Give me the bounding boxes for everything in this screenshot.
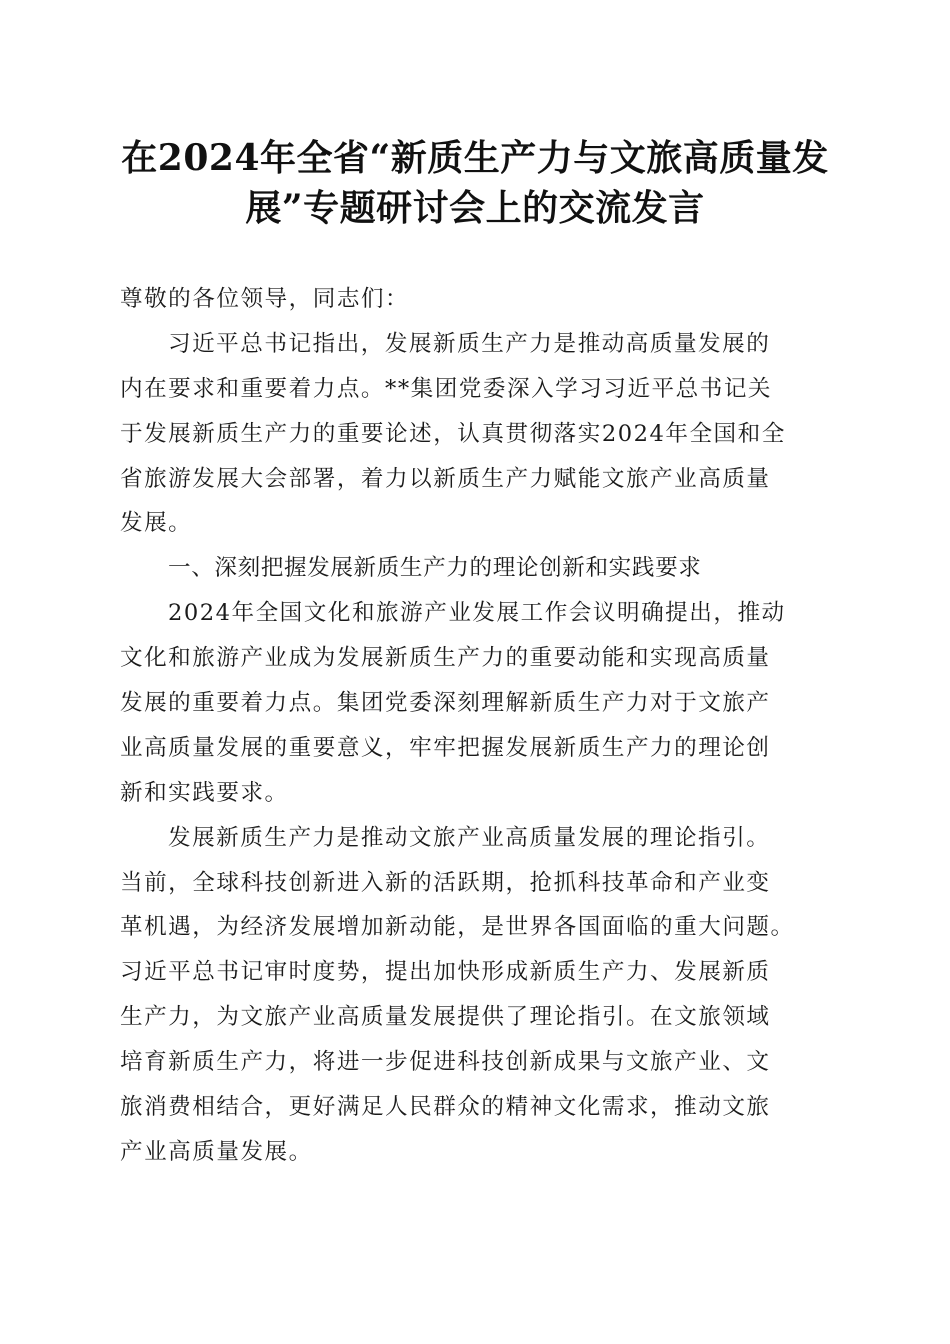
paragraph-3-line: 培育新质生产力，将进一步促进科技创新成果与文旅产业、文 — [120, 1049, 771, 1076]
paragraph-3-line: 产业高质量发展。 — [120, 1138, 313, 1165]
salutation: 尊敬的各位领导，同志们： — [120, 286, 410, 312]
paragraph-3-line: 旅消费相结合，更好满足人民群众的精神文化需求，推动文旅 — [120, 1094, 771, 1121]
paragraph-1-line: 习近平总书记指出，发展新质生产力是推动高质量发展的 — [168, 330, 771, 357]
paragraph-1-line: 发展。 — [120, 510, 193, 537]
paragraph-2-line: 2024年全国文化和旅游产业发展工作会议明确提出，推动 — [168, 600, 786, 627]
title-line: 在2024年全省“新质生产力与文旅高质量发 — [121, 137, 829, 179]
paragraph-3-line: 生产力，为文旅产业高质量发展提供了理论指引。在文旅领域 — [120, 1004, 771, 1031]
title-line: 展”专题研讨会上的交流发言 — [245, 187, 705, 229]
paragraph-2-line: 文化和旅游产业成为发展新质生产力的重要动能和实现高质量 — [120, 645, 771, 672]
document-body — [120, 281, 832, 1179]
paragraph-3-line: 发展新质生产力是推动文旅产业高质量发展的理论指引。 — [168, 824, 771, 851]
paragraph-1-line: 于发展新质生产力的重要论述，认真贯彻落实2024年全国和全 — [120, 420, 786, 447]
paragraph-1-line: 内在要求和重要着力点。**集团党委深入学习习近平总书记关 — [120, 375, 773, 402]
section-heading: 一、深刻把握发展新质生产力的理论创新和实践要求 — [168, 555, 702, 582]
paragraph-1-line: 省旅游发展大会部署，着力以新质生产力赋能文旅产业高质量 — [120, 465, 771, 492]
paragraph-2-line: 新和实践要求。 — [120, 779, 289, 806]
paragraph-2-line: 业高质量发展的重要意义，牢牢把握发展新质生产力的理论创 — [120, 734, 771, 761]
paragraph-2-line: 发展的重要着力点。集团党委深刻理解新质生产力对于文旅产 — [120, 690, 771, 717]
paragraph-3-line: 革机遇，为经济发展增加新动能，是世界各国面临的重大问题。 — [120, 914, 795, 941]
paragraph-3-line: 习近平总书记审时度势，提出加快形成新质生产力、发展新质 — [120, 959, 771, 986]
document-title — [110, 133, 840, 233]
paragraph-3-line: 当前，全球科技创新进入新的活跃期，抢抓科技革命和产业变 — [120, 869, 771, 896]
